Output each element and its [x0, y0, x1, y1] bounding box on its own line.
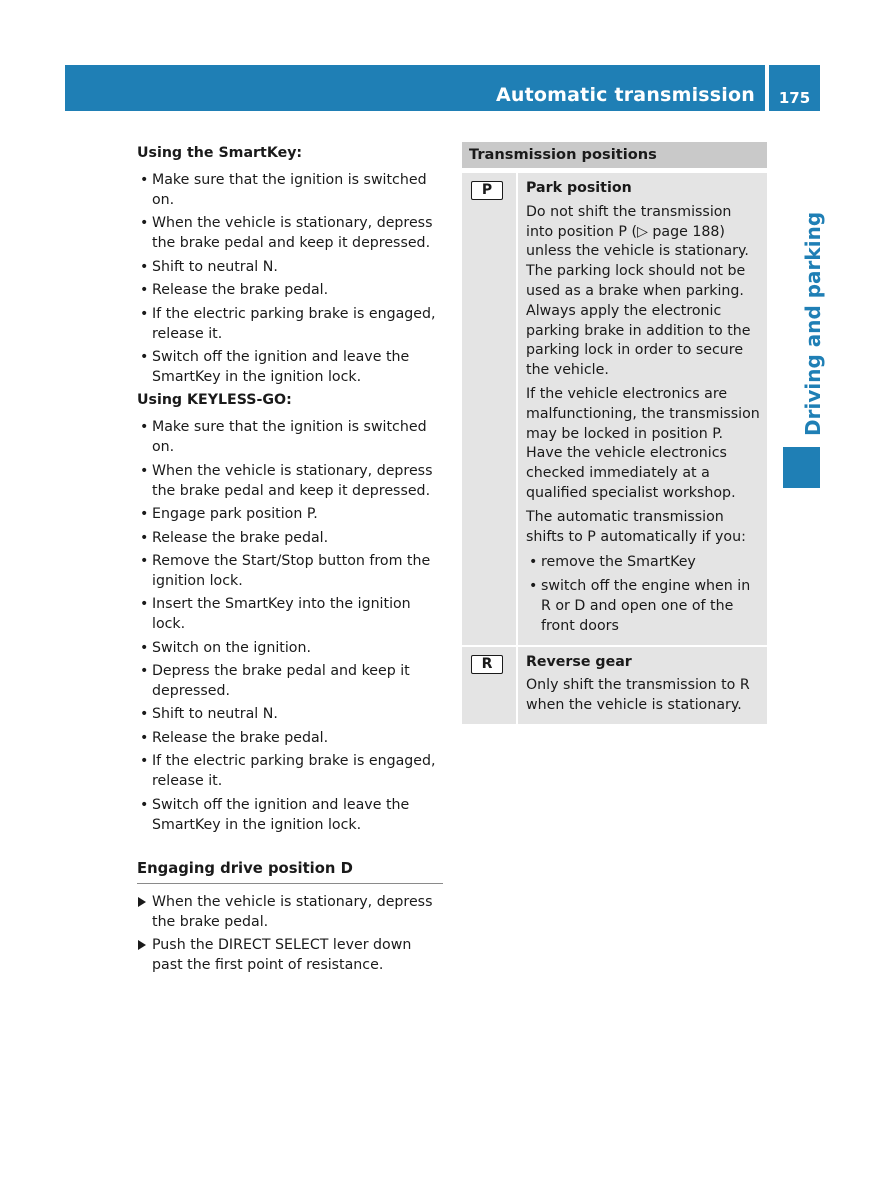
page-title: Automatic transmission — [496, 84, 755, 106]
list-item: • Release the brake pedal. — [137, 280, 443, 300]
reverse-title: Reverse gear — [526, 653, 632, 670]
reverse-para-1: Only shift the transmission to R when the vehicle is stationary. — [526, 677, 750, 714]
page-number-box — [769, 65, 820, 111]
list-item: • Shift to neutral N. — [137, 704, 443, 724]
list-item: • Shift to neutral N. — [137, 257, 443, 277]
step-item — [137, 892, 443, 932]
smartkey-list — [137, 170, 443, 387]
list-item: • If the electric parking brake is engaged, release it. — [137, 751, 443, 791]
list-item: • When the vehicle is stationary, depress the brake pedal and keep it depressed. — [137, 213, 443, 253]
page-number: 175 — [778, 89, 811, 107]
transmission-table — [462, 142, 767, 724]
step-item — [137, 935, 443, 975]
keyless-heading: Using KEYLESS-GO: — [137, 392, 292, 409]
park-symbol-icon: P — [471, 181, 503, 200]
list-item: • Insert the SmartKey into the ignition lock. — [137, 594, 443, 634]
engaging-drive-heading: Engaging drive position D — [137, 859, 443, 884]
park-title: Park position — [526, 180, 632, 196]
list-item: • Remove the Start/Stop button from the ignition lock. — [137, 551, 443, 591]
keyless-list — [137, 417, 443, 834]
list-item: • If the electric parking brake is engaged, release it. — [137, 304, 443, 344]
list-item: • Depress the brake pedal and keep it depressed. — [137, 661, 443, 701]
list-item: • Switch off the ignition and leave the SmartKey in the ignition lock. — [137, 347, 443, 387]
list-item: • Release the brake pedal. — [137, 528, 443, 548]
chapter-side-tab — [779, 200, 823, 440]
list-item: • Engage park position P. — [137, 504, 443, 524]
reverse-row — [462, 645, 767, 724]
list-item: • switch off the engine when in R or D and open one of the front doors — [526, 577, 761, 636]
header-bar — [65, 65, 765, 111]
park-para-2: If the vehicle electronics are malfunctioning, the transmission may be locked in position P. Have the vehicle electronics checked immediately at a qualified specialist workshop. — [526, 385, 760, 501]
list-item: • Switch on the ignition. — [137, 638, 443, 658]
symbol-cell — [462, 647, 516, 724]
park-bullets — [526, 553, 761, 636]
park-para-3: The automatic transmission shifts to P automatically if you: — [526, 508, 746, 545]
table-title: Transmission positions — [462, 142, 767, 168]
step-text: Push the DIRECT SELECT lever down past the first point of resistance. — [152, 937, 412, 974]
park-text-cell — [516, 173, 767, 645]
park-row — [462, 173, 767, 645]
smartkey-heading: Using the SmartKey: — [137, 145, 303, 161]
left-column — [137, 143, 443, 978]
list-item: • Switch off the ignition and leave the SmartKey in the ignition lock. — [137, 795, 443, 835]
step-text: When the vehicle is stationary, depress the brake pedal. — [152, 893, 433, 930]
chapter-label: Driving and parking — [801, 211, 825, 436]
symbol-cell — [462, 173, 516, 645]
list-item: • remove the SmartKey — [526, 553, 761, 573]
list-item: • Make sure that the ignition is switched on. — [137, 170, 443, 210]
reverse-text-cell — [516, 647, 767, 724]
park-para-1: Do not shift the transmission into position P (▷ page 188) unless the vehicle is stationary. The parking lock should not be used as a brake when parking. Always apply the electronic parking brake in addition to the parking lock in order to secure the vehicle. — [526, 203, 751, 379]
step-arrow-icon — [138, 897, 146, 907]
reverse-symbol-icon: R — [471, 655, 503, 674]
list-item: • Release the brake pedal. — [137, 728, 443, 748]
engaging-steps — [137, 892, 443, 975]
list-item: • When the vehicle is stationary, depress the brake pedal and keep it depressed. — [137, 461, 443, 501]
list-item: • Make sure that the ignition is switched on. — [137, 417, 443, 457]
step-arrow-icon — [138, 940, 146, 950]
chapter-marker — [783, 447, 820, 488]
